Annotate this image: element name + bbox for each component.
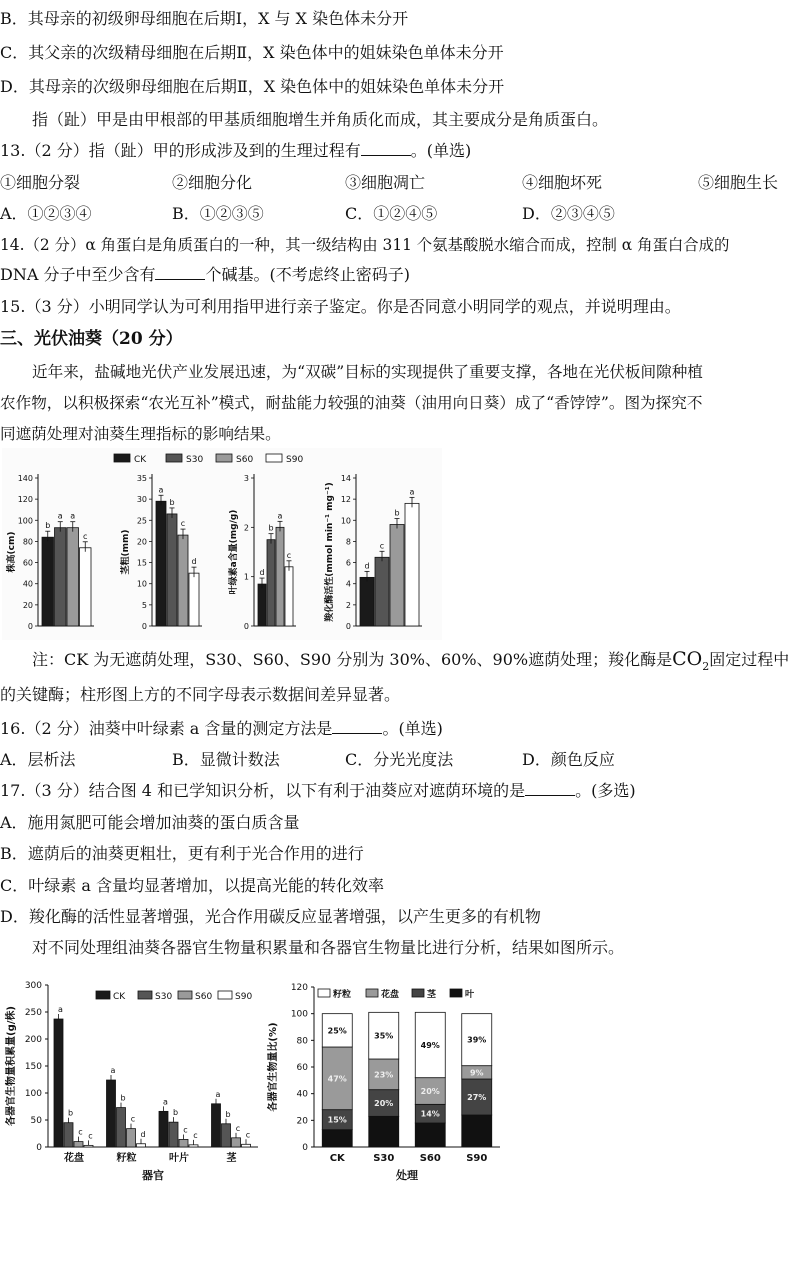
bar-ck bbox=[212, 1104, 221, 1147]
q16-blank bbox=[332, 719, 382, 734]
co2-main: CO bbox=[672, 648, 703, 670]
y-tick-label: 200 bbox=[24, 1035, 42, 1045]
x-tick-label: 花盘 bbox=[64, 1153, 84, 1164]
legend-label: S90 bbox=[286, 455, 304, 465]
segment-label: 25% bbox=[327, 1026, 347, 1036]
y-tick-label: 0 bbox=[36, 1143, 42, 1153]
q13-choice-c: C．①②④⑤ bbox=[345, 204, 438, 223]
q17-option-c: C．叶绿素 a 含量均显著增加，以提高光能的转化效率 bbox=[0, 876, 384, 895]
q16-tail: 。(单选) bbox=[382, 719, 443, 738]
y-tick-label: 12 bbox=[340, 495, 351, 505]
y-tick-label: 20 bbox=[296, 1116, 308, 1127]
significance-letter: c bbox=[379, 541, 385, 551]
bar-s60 bbox=[67, 528, 79, 626]
x-tick-label: 叶片 bbox=[169, 1153, 189, 1164]
bar-s90 bbox=[80, 548, 92, 626]
legend-label: S30 bbox=[186, 455, 204, 465]
significance-letter: c bbox=[78, 1127, 83, 1137]
legend-label: CK bbox=[134, 455, 147, 465]
significance-letter: a bbox=[409, 487, 415, 497]
q13-item-2: ②细胞分化 bbox=[172, 173, 253, 192]
stack-segment bbox=[322, 1130, 352, 1147]
intro-line-3: 同遮荫处理对油葵生理指标的影响结果。 bbox=[0, 425, 281, 443]
x-tick-label: S60 bbox=[419, 1153, 441, 1164]
bar-s30 bbox=[267, 540, 275, 626]
y-tick-label: 15 bbox=[136, 558, 147, 568]
segment-label: 47% bbox=[327, 1074, 347, 1084]
co2-sub: 2 bbox=[702, 659, 710, 673]
y-tick-label: 100 bbox=[290, 1009, 308, 1020]
x-tick-label: S30 bbox=[373, 1153, 395, 1164]
y-tick-label: 5 bbox=[141, 600, 147, 610]
significance-letter: c bbox=[180, 519, 186, 529]
bar-ck bbox=[159, 1111, 168, 1147]
bar-s30 bbox=[167, 514, 177, 626]
segment-label: 27% bbox=[467, 1093, 487, 1102]
y-tick-label: 20 bbox=[22, 600, 33, 610]
q13-tail: 。(单选) bbox=[410, 141, 472, 160]
significance-letter: b bbox=[394, 508, 400, 518]
y-tick-label: 14 bbox=[340, 474, 351, 483]
y-tick-label: 10 bbox=[136, 579, 147, 589]
legend-swatch bbox=[366, 989, 378, 997]
note-part2: 固定过程中 bbox=[709, 650, 790, 669]
q16-choice-d: D．颜色反应 bbox=[522, 750, 615, 769]
bar-s30 bbox=[64, 1123, 73, 1147]
significance-letter: a bbox=[163, 1097, 168, 1107]
q17-option-d: D．羧化酶的活性显著增强，光合作用碳反应显著增强，以产生更多的有机物 bbox=[0, 907, 541, 926]
significance-letter: a bbox=[70, 511, 76, 521]
legend-label: 叶 bbox=[465, 990, 475, 1000]
figure-shade-charts bbox=[2, 448, 442, 640]
bar-s60 bbox=[127, 1129, 136, 1147]
segment-label: 15% bbox=[327, 1115, 347, 1125]
q13-choice-d: D．②③④⑤ bbox=[522, 204, 615, 223]
y-axis-label: 各器官生物量积累量(g/株) bbox=[6, 1006, 17, 1126]
significance-letter: c bbox=[88, 1131, 93, 1141]
bar-s60 bbox=[178, 535, 188, 626]
y-tick-label: 2 bbox=[243, 523, 249, 533]
q14-line2 bbox=[0, 264, 410, 286]
option-b: B．其母亲的初级卵母细胞在后期Ⅰ，X 与 X 染色体未分开 bbox=[0, 9, 409, 28]
bar-s30 bbox=[55, 528, 67, 626]
co2-formula bbox=[672, 648, 710, 673]
y-tick-label: 120 bbox=[17, 495, 33, 505]
bar-s30 bbox=[375, 557, 389, 626]
q13-item-1: ①细胞分裂 bbox=[0, 173, 81, 192]
y-tick-label: 10 bbox=[340, 516, 351, 526]
segment-label: 35% bbox=[374, 1031, 394, 1041]
y-tick-label: 0 bbox=[243, 622, 249, 631]
significance-letter: b bbox=[67, 1108, 74, 1118]
bar-s90 bbox=[285, 567, 293, 626]
legend-label: S30 bbox=[155, 992, 173, 1002]
y-tick-label: 0 bbox=[27, 622, 33, 631]
x-axis-label: 器官 bbox=[142, 1169, 164, 1182]
y-axis-label: 叶绿素a含量(mg/g) bbox=[229, 509, 239, 595]
segment-label: 39% bbox=[467, 1035, 487, 1045]
bar-ck bbox=[54, 1019, 63, 1147]
significance-letter: c bbox=[286, 550, 292, 560]
y-tick-label: 3 bbox=[243, 474, 249, 483]
panel-2 bbox=[227, 474, 296, 631]
y-axis-label: 茎粗(mm) bbox=[121, 529, 131, 575]
y-axis-label: 株高(cm) bbox=[7, 531, 17, 573]
significance-letter: d bbox=[140, 1129, 146, 1139]
significance-letter: c bbox=[83, 531, 88, 541]
q13-blank bbox=[361, 141, 411, 156]
bar-s60 bbox=[232, 1138, 241, 1147]
q17-option-a: A．施用氮肥可能会增加油葵的蛋白质含量 bbox=[0, 813, 300, 832]
legend-label: 籽粒 bbox=[333, 990, 352, 1000]
significance-letter: a bbox=[58, 1005, 63, 1015]
y-tick-label: 8 bbox=[345, 537, 351, 547]
q17-tail: 。(多选) bbox=[575, 781, 636, 800]
nail-intro: 指（趾）甲是由甲根部的甲基质细胞增生并角质化而成，其主要成分是角质蛋白。 bbox=[32, 110, 609, 129]
significance-letter: b bbox=[225, 1109, 231, 1119]
q16-choice-c: C．分光光度法 bbox=[345, 750, 454, 769]
y-tick-label: 250 bbox=[24, 1008, 42, 1018]
y-tick-label: 6 bbox=[345, 558, 351, 568]
segment-label: 9% bbox=[469, 1068, 484, 1078]
significance-letter: b bbox=[120, 1093, 126, 1103]
bar-s60 bbox=[74, 1142, 83, 1147]
significance-letter: a bbox=[215, 1089, 221, 1099]
segment-label: 14% bbox=[420, 1109, 440, 1119]
stack-segment bbox=[462, 1115, 492, 1147]
bar-s90 bbox=[84, 1145, 93, 1147]
legend-swatch bbox=[450, 989, 462, 997]
intro-line-1: 近年来，盐碱地光伏产业发展迅速，为“双碳”目标的实现提供了重要支撑，各地在光伏板间隙种植 bbox=[32, 363, 703, 381]
y-tick-label: 40 bbox=[296, 1089, 308, 1100]
y-tick-label: 0 bbox=[141, 622, 147, 631]
q14-line1: 14.（2 分）α 角蛋白是角质蛋白的一种，其一级结构由 311 个氨基酸脱水缩合而成，控制 α 角蛋白合成的 bbox=[0, 236, 730, 254]
y-tick-label: 0 bbox=[345, 622, 351, 631]
legend-swatch-s30 bbox=[166, 454, 182, 462]
significance-letter: b bbox=[169, 497, 175, 507]
y-tick-label: 0 bbox=[302, 1143, 308, 1153]
legend-swatch-ck bbox=[114, 454, 130, 462]
legend-label: 花盘 bbox=[381, 990, 400, 1000]
significance-letter: c bbox=[193, 1130, 198, 1140]
legend-label: S90 bbox=[235, 992, 253, 1002]
y-tick-label: 25 bbox=[136, 516, 147, 526]
note-line-1 bbox=[32, 648, 789, 678]
note-part1: 注：CK 为无遮荫处理，S30、S60、S90 分别为 30%、60%、90%遮荫处理；羧化酶是 bbox=[32, 650, 673, 669]
legend-label: CK bbox=[113, 992, 126, 1002]
y-tick-label: 100 bbox=[17, 516, 33, 526]
x-tick-label: 籽粒 bbox=[116, 1153, 137, 1164]
bar-s90 bbox=[189, 573, 199, 626]
bar-s90 bbox=[137, 1144, 146, 1147]
bar-ck bbox=[258, 584, 266, 626]
q13-choice-b: B．①②③⑤ bbox=[172, 204, 264, 223]
legend-swatch bbox=[318, 989, 330, 997]
legend-swatch-s60 bbox=[178, 991, 192, 999]
q17-blank bbox=[525, 781, 575, 796]
q14-line2b: 个碱基。(不考虑终止密码子) bbox=[205, 265, 410, 284]
bar-s60 bbox=[179, 1139, 188, 1147]
legend-swatch bbox=[412, 989, 424, 997]
y-tick-label: 35 bbox=[136, 474, 147, 483]
section3-title: 三、光伏油葵（20 分） bbox=[0, 329, 183, 349]
significance-letter: d bbox=[259, 568, 265, 578]
q17-stem-text: 17.（3 分）结合图 4 和已学知识分析，以下有利于油葵应对遮荫环境的是 bbox=[0, 781, 526, 800]
bar-ck bbox=[107, 1080, 116, 1147]
q16-stem-text: 16.（2 分）油葵中叶绿素 a 含量的测定方法是 bbox=[0, 719, 333, 738]
y-tick-label: 1 bbox=[243, 572, 249, 582]
segment-label: 49% bbox=[420, 1041, 440, 1050]
q16-stem bbox=[0, 718, 443, 740]
y-tick-label: 140 bbox=[17, 474, 33, 483]
bar-s90 bbox=[189, 1145, 198, 1147]
significance-letter: c bbox=[130, 1114, 136, 1124]
q16-choice-a: A．层析法 bbox=[0, 750, 76, 769]
significance-letter: c bbox=[235, 1123, 241, 1133]
significance-letter: d bbox=[191, 557, 197, 567]
figure-organ-ratio bbox=[262, 975, 512, 1185]
stack-segment bbox=[369, 1116, 399, 1147]
bar-ck bbox=[360, 577, 374, 626]
significance-letter: b bbox=[268, 523, 274, 533]
legend-swatch-s30 bbox=[138, 991, 152, 999]
y-tick-label: 40 bbox=[22, 579, 33, 589]
legend-label: S60 bbox=[236, 455, 254, 465]
significance-letter: b bbox=[45, 521, 51, 531]
legend-swatch-s60 bbox=[216, 454, 232, 462]
y-tick-label: 150 bbox=[24, 1062, 42, 1072]
q13-choice-a: A．①②③④ bbox=[0, 204, 92, 223]
q13-stem bbox=[0, 140, 471, 162]
y-tick-label: 30 bbox=[136, 495, 147, 505]
y-tick-label: 120 bbox=[290, 983, 308, 993]
q13-stem-text: 13.（2 分）指（趾）甲的形成涉及到的生理过程有 bbox=[0, 141, 361, 160]
q14-blank bbox=[155, 265, 205, 280]
significance-letter: a bbox=[277, 511, 283, 521]
significance-letter: c bbox=[183, 1125, 188, 1135]
x-tick-label: 茎 bbox=[226, 1153, 237, 1164]
option-c: C．其父亲的次级精母细胞在后期Ⅱ，X 染色体中的姐妹染色单体未分开 bbox=[0, 43, 504, 62]
y-tick-label: 50 bbox=[30, 1116, 42, 1126]
legend-swatch-ck bbox=[96, 991, 110, 999]
y-tick-label: 100 bbox=[24, 1089, 42, 1099]
q13-item-5: ⑤细胞生长 bbox=[698, 173, 779, 192]
legend-swatch-s90 bbox=[266, 454, 282, 462]
analysis-intro: 对不同处理组油葵各器官生物量积累量和各器官生物量比进行分析，结果如图所示。 bbox=[32, 938, 625, 957]
stack-segment bbox=[415, 1123, 445, 1147]
y-tick-label: 60 bbox=[296, 1063, 308, 1073]
significance-letter: a bbox=[57, 511, 63, 521]
option-d: D．其母亲的次级卵母细胞在后期Ⅱ，X 染色体中的姐妹染色单体未分开 bbox=[0, 77, 505, 96]
y-axis-label: 羧化酶活性(mmol min⁻¹ mg⁻¹) bbox=[325, 482, 335, 622]
x-tick-label: S90 bbox=[466, 1153, 488, 1164]
q15: 15.（3 分）小明同学认为可利用指甲进行亲子鉴定。你是否同意小明同学的观点，并说明理由。 bbox=[0, 297, 681, 316]
significance-letter: a bbox=[158, 485, 164, 495]
y-tick-label: 20 bbox=[136, 537, 147, 547]
figure-organ-biomass bbox=[0, 975, 278, 1185]
bar-s30 bbox=[169, 1122, 178, 1147]
panel-3 bbox=[323, 474, 422, 631]
x-tick-label: CK bbox=[329, 1153, 345, 1164]
panel-0 bbox=[5, 474, 94, 631]
significance-letter: c bbox=[245, 1130, 251, 1140]
significance-letter: d bbox=[364, 561, 370, 571]
q13-item-4: ④细胞坏死 bbox=[522, 173, 603, 192]
legend-swatch-s90 bbox=[218, 991, 232, 999]
y-tick-label: 4 bbox=[345, 579, 351, 589]
intro-line-2: 农作物，以积极探索“农光互补”模式，耐盐能力较强的油葵（油用向日葵）成了“香饽饽”。图为探究不 bbox=[0, 394, 703, 412]
bar-s90 bbox=[405, 503, 419, 626]
panel-1 bbox=[119, 474, 202, 631]
significance-letter: a bbox=[110, 1066, 116, 1076]
x-axis-label: 处理 bbox=[396, 1169, 418, 1182]
bar-s60 bbox=[276, 527, 284, 626]
q13-item-3: ③细胞凋亡 bbox=[345, 173, 426, 192]
segment-label: 20% bbox=[374, 1099, 394, 1108]
q16-choice-b: B．显微计数法 bbox=[172, 750, 280, 769]
legend-label: 茎 bbox=[427, 990, 437, 1000]
bar-s60 bbox=[390, 525, 404, 626]
y-tick-label: 2 bbox=[345, 600, 351, 610]
note-line-2: 的关键酶；柱形图上方的不同字母表示数据间差异显著。 bbox=[0, 685, 401, 704]
segment-label: 20% bbox=[420, 1087, 440, 1096]
y-axis-label: 各器官生物量比(%) bbox=[268, 1022, 279, 1112]
q14-line2a: DNA 分子中至少含有 bbox=[0, 265, 156, 284]
y-tick-label: 80 bbox=[296, 1036, 308, 1047]
q17-option-b: B．遮荫后的油葵更粗壮，更有利于光合作用的进行 bbox=[0, 844, 364, 863]
bar-ck bbox=[156, 501, 166, 626]
bar-s90 bbox=[242, 1144, 251, 1147]
y-tick-label: 300 bbox=[24, 981, 42, 991]
bar-s30 bbox=[222, 1124, 231, 1147]
legend-label: S60 bbox=[195, 992, 213, 1002]
bar-s30 bbox=[117, 1108, 126, 1147]
y-tick-label: 60 bbox=[22, 558, 33, 568]
bar-ck bbox=[42, 537, 54, 626]
y-tick-label: 80 bbox=[22, 537, 33, 547]
q17-stem bbox=[0, 780, 636, 802]
significance-letter: b bbox=[172, 1108, 179, 1118]
segment-label: 23% bbox=[374, 1070, 394, 1080]
